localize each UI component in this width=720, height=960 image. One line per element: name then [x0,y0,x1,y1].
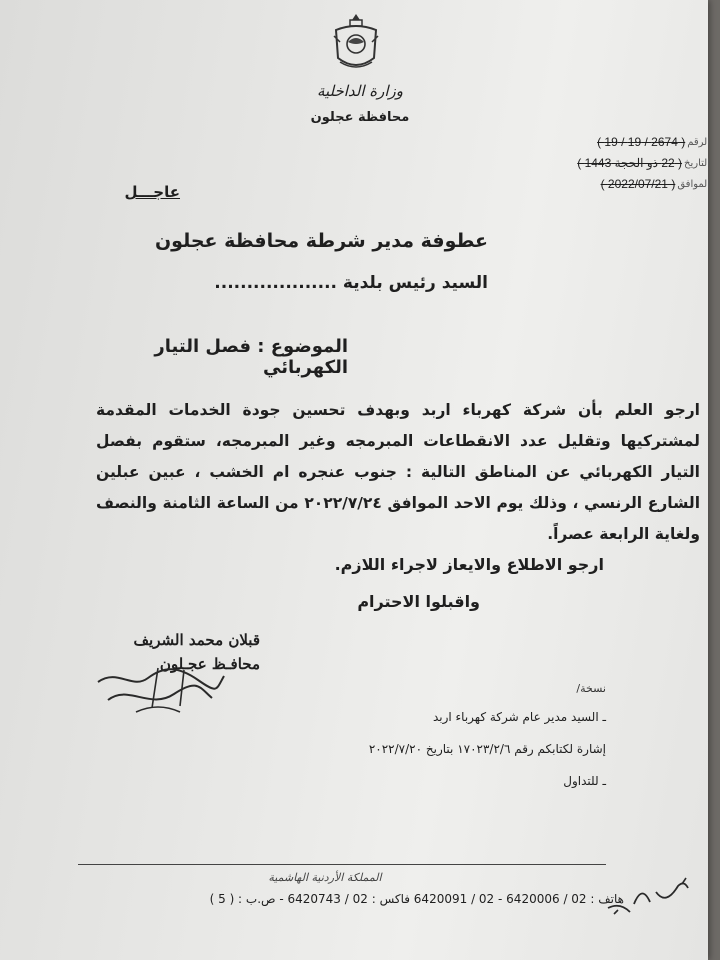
copy-line-1: ـ السيد مدير عام شركة كهرباء اربد [432,710,606,724]
copies-label: نسخة/ [576,682,606,695]
reference-corresponding-value: ( 2022/07/21 ) [600,177,676,191]
copy-line-3: ـ للتداول [563,774,606,788]
contact-info: هاتف : 02 / 6420006 - 02 / 6420091 فاكس : 02 / 6420743 - ص.ب : ( 5 ) [209,892,624,906]
footer-divider [78,864,606,865]
urgent-mark: عاجـــل [124,183,180,201]
reference-number-label: الرقم [687,137,710,148]
regards-line: واقبلوا الاحترام [357,592,480,611]
reference-date-row [478,153,710,174]
governorate-name: محافظة عجلون [310,110,410,125]
recipient-line: السيد رئيس بلدية ................... [214,273,488,293]
copy-line-2: إشارة لكتابكم رقم ١٧٠٢٣/٢/٦ بتاريخ ٢٠٢٢/٧/٢٠ [368,742,606,756]
reference-corresponding-row [478,174,710,195]
handwritten-note [600,864,700,920]
reference-date-label: التاريخ [684,158,710,169]
signatory-name: قبلان محمد الشريف [133,631,260,649]
reference-number-value: ( 2674 / 19 / 19 ) [597,135,686,149]
closing-line: ارجو الاطلاع والايعاز لاجراء اللازم. [334,555,604,574]
reference-date-value: ( 22 ذو الحجة 1443 ) [577,156,683,170]
signatory-title: محافـظ عجـلون [159,655,260,673]
reference-corresponding-label: الموافق [677,179,710,190]
coat-of-arms-icon [330,12,382,74]
kingdom-name: المملكة الأردنية الهاشمية [268,871,382,884]
reference-number-row [478,132,710,153]
letter-body: ارجو العلم بأن شركة كهرباء اربد وبهدف تحسين جودة الخدمات المقدمة لمشتركيها وتقليل عدد الانقطاعات المبرمجه وغير المبرمجه، ستقوم بفصل التيار الكهربائي عن المناطق التالية : جنوب عنجره ام الخشب ، عبين عبلين الشارع الرنسي ، وذلك يوم الاحد الموافق ٢٠٢٢/٧/٢٤ من الساعة الثامنة والنصف ولغاية الرابعة عصراً. [96,401,701,543]
subject-line: الموضوع : فصل التيار الكهربائي [154,336,348,378]
ministry-name: وزارة الداخلية [316,82,404,100]
reference-block [478,132,710,195]
addressee-line: عطوفة مدير شرطة محافظة عجلون [154,230,488,252]
